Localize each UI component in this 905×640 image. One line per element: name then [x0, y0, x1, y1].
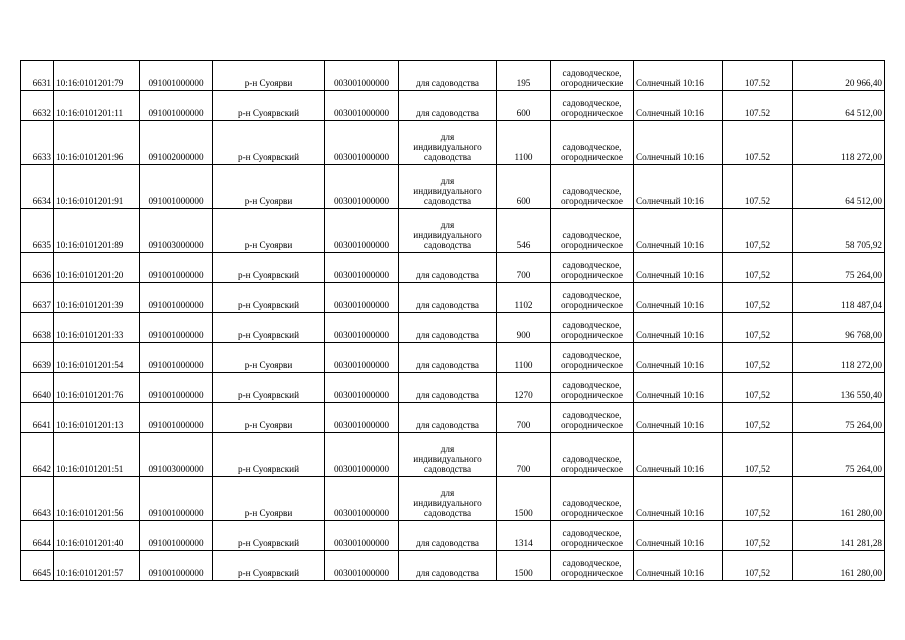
permitted-use	[399, 313, 497, 343]
valuation-zone: Солнечный 10:16	[634, 61, 723, 91]
valuation-zone: Солнечный 10:16	[634, 209, 723, 253]
row-number: 6639	[21, 343, 54, 373]
land-category-line: садоводческое,	[562, 528, 622, 538]
permitted-use-line: для садоводства	[416, 360, 479, 370]
row-number: 6635	[21, 209, 54, 253]
row-number: 6642	[21, 433, 54, 477]
table-row	[21, 403, 885, 433]
location-code: 091001000000	[140, 313, 213, 343]
plot-area: 700	[497, 403, 551, 433]
permitted-use-line: для садоводства	[416, 538, 479, 548]
settlement-code: 003001000000	[325, 403, 399, 433]
permitted-use-line: садоводства	[423, 464, 472, 474]
specific-value: 107,52	[723, 477, 793, 521]
plot-area: 1500	[497, 477, 551, 521]
table-row	[21, 61, 885, 91]
cadastral-value: 75 264,00	[793, 253, 885, 283]
land-category	[551, 343, 634, 373]
specific-value: 107,52	[723, 521, 793, 551]
cadastral-value: 141 281,28	[793, 521, 885, 551]
land-category-line: садоводческое,	[562, 142, 622, 152]
permitted-use	[399, 521, 497, 551]
land-category-line: садоводческое,	[562, 320, 622, 330]
cadastral-number: 10:16:0101201:89	[54, 209, 140, 253]
location-code: 091001000000	[140, 165, 213, 209]
cadastral-value: 161 280,00	[793, 477, 885, 521]
permitted-use-line: для	[440, 444, 455, 454]
specific-value: 107,52	[723, 313, 793, 343]
settlement-code: 003001000000	[325, 433, 399, 477]
settlement-code: 003001000000	[325, 209, 399, 253]
permitted-use	[399, 253, 497, 283]
permitted-use-line: для садоводства	[416, 300, 479, 310]
permitted-use	[399, 91, 497, 121]
cadastral-value: 20 966,40	[793, 61, 885, 91]
plot-area: 900	[497, 313, 551, 343]
location-code: 091003000000	[140, 209, 213, 253]
plot-area: 700	[497, 433, 551, 477]
land-category-line: садоводческое,	[562, 230, 622, 240]
district-name: р-н Суоярвский	[213, 433, 325, 477]
permitted-use-line: индивидуального	[413, 142, 482, 152]
land-category-line: огородническое	[561, 390, 623, 400]
table-row	[21, 91, 885, 121]
land-category-line: садоводческое,	[562, 454, 622, 464]
land-category-line: садоводческое,	[562, 186, 622, 196]
valuation-zone: Солнечный 10:16	[634, 403, 723, 433]
land-category-line: огородническое	[561, 538, 623, 548]
cadastral-number: 10:16:0101201:13	[54, 403, 140, 433]
row-number: 6636	[21, 253, 54, 283]
valuation-zone: Солнечный 10:16	[634, 283, 723, 313]
district-name: р-н Суоярвский	[213, 253, 325, 283]
permitted-use-line: индивидуального	[413, 230, 482, 240]
land-category	[551, 61, 634, 91]
specific-value: 107,52	[723, 283, 793, 313]
settlement-code: 003001000000	[325, 373, 399, 403]
cadastral-value: 118 272,00	[793, 121, 885, 165]
permitted-use-line: для	[440, 176, 455, 186]
plot-area: 546	[497, 209, 551, 253]
row-number: 6644	[21, 521, 54, 551]
land-category	[551, 521, 634, 551]
settlement-code: 003001000000	[325, 253, 399, 283]
permitted-use-line: индивидуального	[413, 454, 482, 464]
land-category	[551, 91, 634, 121]
row-number: 6634	[21, 165, 54, 209]
valuation-zone: Солнечный 10:16	[634, 313, 723, 343]
settlement-code: 003001000000	[325, 283, 399, 313]
permitted-use-line: для садоводства	[416, 78, 479, 88]
land-category-line: огородническое	[561, 196, 623, 206]
row-number: 6633	[21, 121, 54, 165]
land-category	[551, 313, 634, 343]
plot-area: 1102	[497, 283, 551, 313]
location-code: 091001000000	[140, 521, 213, 551]
cadastral-number: 10:16:0101201:51	[54, 433, 140, 477]
valuation-zone: Солнечный 10:16	[634, 253, 723, 283]
cadastral-number: 10:16:0101201:33	[54, 313, 140, 343]
permitted-use	[399, 165, 497, 209]
row-number: 6643	[21, 477, 54, 521]
district-name: р-н Суоярвский	[213, 313, 325, 343]
location-code: 091001000000	[140, 91, 213, 121]
permitted-use-line: индивидуального	[413, 186, 482, 196]
land-category-line: огородническое	[561, 508, 623, 518]
cadastral-number: 10:16:0101201:57	[54, 551, 140, 581]
specific-value: 107,52	[723, 373, 793, 403]
land-category-line: садоводческое,	[562, 98, 622, 108]
specific-value: 107,52	[723, 253, 793, 283]
cadastral-number: 10:16:0101201:54	[54, 343, 140, 373]
district-name: р-н Суоярви	[213, 403, 325, 433]
cadastral-value: 136 550,40	[793, 373, 885, 403]
row-number: 6638	[21, 313, 54, 343]
district-name: р-н Суоярви	[213, 61, 325, 91]
permitted-use-line: садоводства	[423, 152, 472, 162]
district-name: р-н Суоярвский	[213, 551, 325, 581]
land-category	[551, 283, 634, 313]
district-name: р-н Суоярви	[213, 343, 325, 373]
permitted-use	[399, 373, 497, 403]
permitted-use	[399, 477, 497, 521]
district-name: р-н Суоярвский	[213, 373, 325, 403]
cadastral-number: 10:16:0101201:11	[54, 91, 140, 121]
district-name: р-н Суоярвский	[213, 121, 325, 165]
permitted-use	[399, 61, 497, 91]
valuation-zone: Солнечный 10:16	[634, 121, 723, 165]
land-category-line: огородническое	[561, 464, 623, 474]
location-code: 091001000000	[140, 253, 213, 283]
cadastral-value: 161 280,00	[793, 551, 885, 581]
specific-value: 107.52	[723, 61, 793, 91]
valuation-zone: Солнечный 10:16	[634, 373, 723, 403]
permitted-use-line: для садоводства	[416, 330, 479, 340]
permitted-use-line: для садоводства	[416, 568, 479, 578]
land-category-line: огородническое	[561, 360, 623, 370]
table-row	[21, 253, 885, 283]
cadastral-value: 118 487,04	[793, 283, 885, 313]
land-category-line: огородническое	[561, 420, 623, 430]
permitted-use	[399, 343, 497, 373]
land-category-line: садоводческое,	[562, 290, 622, 300]
permitted-use	[399, 403, 497, 433]
land-category	[551, 209, 634, 253]
settlement-code: 003001000000	[325, 477, 399, 521]
row-number: 6640	[21, 373, 54, 403]
land-category-line: садоводческое,	[562, 260, 622, 270]
location-code: 091003000000	[140, 433, 213, 477]
permitted-use	[399, 121, 497, 165]
land-category	[551, 551, 634, 581]
land-plots-table	[20, 60, 885, 581]
plot-area: 1100	[497, 343, 551, 373]
land-category-line: садоводческое,	[562, 68, 622, 78]
specific-value: 107,52	[723, 343, 793, 373]
permitted-use-line: для садоводства	[416, 420, 479, 430]
row-number: 6637	[21, 283, 54, 313]
plot-area: 600	[497, 91, 551, 121]
permitted-use	[399, 551, 497, 581]
location-code: 091001000000	[140, 403, 213, 433]
land-category	[551, 403, 634, 433]
row-number: 6645	[21, 551, 54, 581]
permitted-use-line: для	[440, 488, 455, 498]
specific-value: 107,52	[723, 209, 793, 253]
land-category	[551, 433, 634, 477]
land-category	[551, 165, 634, 209]
cadastral-number: 10:16:0101201:96	[54, 121, 140, 165]
location-code: 091001000000	[140, 373, 213, 403]
permitted-use-line: индивидуального	[413, 498, 482, 508]
settlement-code: 003001000000	[325, 61, 399, 91]
land-category	[551, 477, 634, 521]
permitted-use	[399, 433, 497, 477]
district-name: р-н Суоярвский	[213, 283, 325, 313]
location-code: 091001000000	[140, 61, 213, 91]
plot-area: 600	[497, 165, 551, 209]
specific-value: 107.52	[723, 121, 793, 165]
table-row	[21, 433, 885, 477]
cadastral-number: 10:16:0101201:76	[54, 373, 140, 403]
land-category-line: садоводческое,	[562, 498, 622, 508]
land-category-line: огородническое	[561, 568, 623, 578]
settlement-code: 003001000000	[325, 91, 399, 121]
cadastral-number: 10:16:0101201:56	[54, 477, 140, 521]
cadastral-value: 64 512,00	[793, 91, 885, 121]
table-row	[21, 373, 885, 403]
land-category-line: огородническое	[561, 152, 623, 162]
cadastral-number: 10:16:0101201:79	[54, 61, 140, 91]
district-name: р-н Суоярвский	[213, 91, 325, 121]
settlement-code: 003001000000	[325, 121, 399, 165]
table-row	[21, 121, 885, 165]
cadastral-number: 10:16:0101201:40	[54, 521, 140, 551]
plot-area: 1270	[497, 373, 551, 403]
plot-area: 1500	[497, 551, 551, 581]
cadastral-value: 75 264,00	[793, 433, 885, 477]
district-name: р-н Суоярвский	[213, 521, 325, 551]
permitted-use-line: для	[440, 220, 455, 230]
settlement-code: 003001000000	[325, 343, 399, 373]
specific-value: 107.52	[723, 91, 793, 121]
settlement-code: 003001000000	[325, 521, 399, 551]
location-code: 091001000000	[140, 343, 213, 373]
specific-value: 107.52	[723, 165, 793, 209]
land-category-line: садоводческое,	[562, 380, 622, 390]
valuation-zone: Солнечный 10:16	[634, 343, 723, 373]
land-category-line: огородническое	[561, 270, 623, 280]
permitted-use-line: для садоводства	[416, 270, 479, 280]
valuation-zone: Солнечный 10:16	[634, 521, 723, 551]
plot-area: 195	[497, 61, 551, 91]
settlement-code: 003001000000	[325, 551, 399, 581]
specific-value: 107,52	[723, 551, 793, 581]
land-category-line: садоводческое,	[562, 350, 622, 360]
valuation-zone: Солнечный 10:16	[634, 91, 723, 121]
valuation-zone: Солнечный 10:16	[634, 433, 723, 477]
location-code: 091001000000	[140, 283, 213, 313]
district-name: р-н Суоярви	[213, 477, 325, 521]
land-category	[551, 253, 634, 283]
permitted-use	[399, 283, 497, 313]
cadastral-value: 96 768,00	[793, 313, 885, 343]
district-name: р-н Суоярви	[213, 209, 325, 253]
land-category-line: огородническое	[561, 300, 623, 310]
settlement-code: 003001000000	[325, 165, 399, 209]
cadastral-value: 58 705,92	[793, 209, 885, 253]
permitted-use-line: для садоводства	[416, 108, 479, 118]
table-body	[21, 61, 885, 581]
land-category	[551, 121, 634, 165]
cadastral-number: 10:16:0101201:20	[54, 253, 140, 283]
table-row	[21, 165, 885, 209]
permitted-use-line: для садоводства	[416, 390, 479, 400]
table-row	[21, 521, 885, 551]
row-number: 6631	[21, 61, 54, 91]
permitted-use-line: садоводства	[423, 240, 472, 250]
cadastral-value: 64 512,00	[793, 165, 885, 209]
table-row	[21, 313, 885, 343]
land-category-line: огороднические	[560, 78, 624, 88]
permitted-use-line: для	[440, 132, 455, 142]
permitted-use-line: садоводства	[423, 196, 472, 206]
valuation-zone: Солнечный 10:16	[634, 477, 723, 521]
valuation-zone: Солнечный 10:16	[634, 165, 723, 209]
permitted-use-line: садоводства	[423, 508, 472, 518]
plot-area: 1314	[497, 521, 551, 551]
district-name: р-н Суоярви	[213, 165, 325, 209]
land-category-line: садоводческое,	[562, 558, 622, 568]
land-category-line: огородническое	[561, 330, 623, 340]
land-category-line: садоводческое,	[562, 410, 622, 420]
cadastral-value: 75 264,00	[793, 403, 885, 433]
location-code: 091001000000	[140, 477, 213, 521]
plot-area: 1100	[497, 121, 551, 165]
land-category	[551, 373, 634, 403]
cadastral-number: 10:16:0101201:91	[54, 165, 140, 209]
settlement-code: 003001000000	[325, 313, 399, 343]
table-row	[21, 551, 885, 581]
valuation-zone: Солнечный 10:16	[634, 551, 723, 581]
location-code: 091002000000	[140, 121, 213, 165]
plot-area: 700	[497, 253, 551, 283]
land-category-line: огородническое	[561, 240, 623, 250]
table-row	[21, 283, 885, 313]
row-number: 6641	[21, 403, 54, 433]
table-row	[21, 209, 885, 253]
table-row	[21, 343, 885, 373]
location-code: 091001000000	[140, 551, 213, 581]
land-category-line: огородническое	[561, 108, 623, 118]
cadastral-value: 118 272,00	[793, 343, 885, 373]
specific-value: 107,52	[723, 433, 793, 477]
table-row	[21, 477, 885, 521]
row-number: 6632	[21, 91, 54, 121]
specific-value: 107,52	[723, 403, 793, 433]
permitted-use	[399, 209, 497, 253]
cadastral-number: 10:16:0101201:39	[54, 283, 140, 313]
